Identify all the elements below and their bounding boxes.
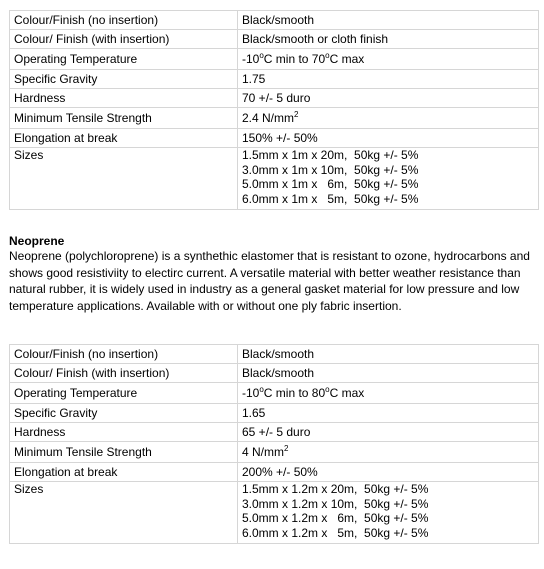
spec-label: Colour/Finish (no insertion) — [10, 345, 238, 364]
table-row — [10, 49, 539, 70]
spec-label: Hardness — [10, 423, 238, 442]
spec-value: -10$^o$C min to 70$^o$C max — [238, 49, 539, 70]
spec-value-sizes — [238, 482, 539, 544]
spec-table-rubber — [9, 10, 539, 210]
table-row — [10, 108, 539, 129]
spec-value: 150% +/- 50% — [238, 129, 539, 148]
table-row — [10, 30, 539, 49]
spec-label: Operating Temperature — [10, 383, 238, 404]
spec-label: Minimum Tensile Strength — [10, 108, 238, 129]
spec-label: Hardness — [10, 89, 238, 108]
spec-value: 1.75 — [238, 70, 539, 89]
size-line: 1.5mm x 1.2m x 20m, 50kg +/- 5% — [242, 482, 429, 496]
spec-value: 1.65 — [238, 404, 539, 423]
size-line: 3.0mm x 1.2m x 10m, 50kg +/- 5% — [242, 496, 429, 511]
spec-label: Sizes — [10, 482, 238, 544]
spec-label: Elongation at break — [10, 129, 238, 148]
spec-value: Black/smooth or cloth finish — [238, 30, 539, 49]
spec-value: 200% +/- 50% — [238, 463, 539, 482]
section-description: Neoprene (polychloroprene) is a synthethic elastomer that is resistant to ozone, hydrocarbons and shows good resistiviity to electirc current. A versatile material with better weather resistance than natural rubber, it is widely used in industry as a general gasket material for low pressure and low temperature applications. Available with or without one ply fabric insertion. — [9, 249, 530, 313]
table-row — [10, 70, 539, 89]
table-row — [10, 482, 539, 544]
table-row — [10, 345, 539, 364]
spec-label: Colour/Finish (no insertion) — [10, 11, 238, 30]
spec-label: Minimum Tensile Strength — [10, 442, 238, 463]
table-row — [10, 11, 539, 30]
neoprene-section — [9, 234, 539, 314]
spec-value: 70 +/- 5 duro — [238, 89, 539, 108]
table-row — [10, 423, 539, 442]
table-row — [10, 463, 539, 482]
size-line: 6.0mm x 1.2m x 5m, 50kg +/- 5% — [242, 525, 429, 540]
spec-label: Colour/ Finish (with insertion) — [10, 30, 238, 49]
spec-label: Specific Gravity — [10, 70, 238, 89]
spec-value: Black/smooth — [238, 345, 539, 364]
table-row — [10, 148, 539, 210]
spec-value: Black/smooth — [238, 11, 539, 30]
spec-value-sizes — [238, 148, 539, 210]
size-line: 5.0mm x 1.2m x 6m, 50kg +/- 5% — [242, 511, 429, 525]
table-row — [10, 89, 539, 108]
spec-value: 4 $N/mm^2$ — [238, 442, 539, 463]
spec-value: -10$^o$C min to 80$^o$C max — [238, 383, 539, 404]
table-row — [10, 383, 539, 404]
spec-table-neoprene — [9, 344, 539, 544]
spec-label: Colour/ Finish (with insertion) — [10, 364, 238, 383]
table-row — [10, 404, 539, 423]
spec-label: Operating Temperature — [10, 49, 238, 70]
size-line: 3.0mm x 1m x 10m, 50kg +/- 5% — [242, 162, 419, 177]
size-line: 6.0mm x 1m x 5m, 50kg +/- 5% — [242, 191, 419, 206]
size-line: 5.0mm x 1m x 6m, 50kg +/- 5% — [242, 177, 419, 191]
spec-value: 65 +/- 5 duro — [238, 423, 539, 442]
section-heading: Neoprene — [9, 234, 65, 248]
table-row — [10, 442, 539, 463]
spec-value: Black/smooth — [238, 364, 539, 383]
spec-value: 2.4 $N/mm^2$ — [238, 108, 539, 129]
spec-label: Specific Gravity — [10, 404, 238, 423]
spec-label: Sizes — [10, 148, 238, 210]
spec-label: Elongation at break — [10, 463, 238, 482]
table-row — [10, 129, 539, 148]
table-row — [10, 364, 539, 383]
size-line: 1.5mm x 1m x 20m, 50kg +/- 5% — [242, 148, 419, 162]
